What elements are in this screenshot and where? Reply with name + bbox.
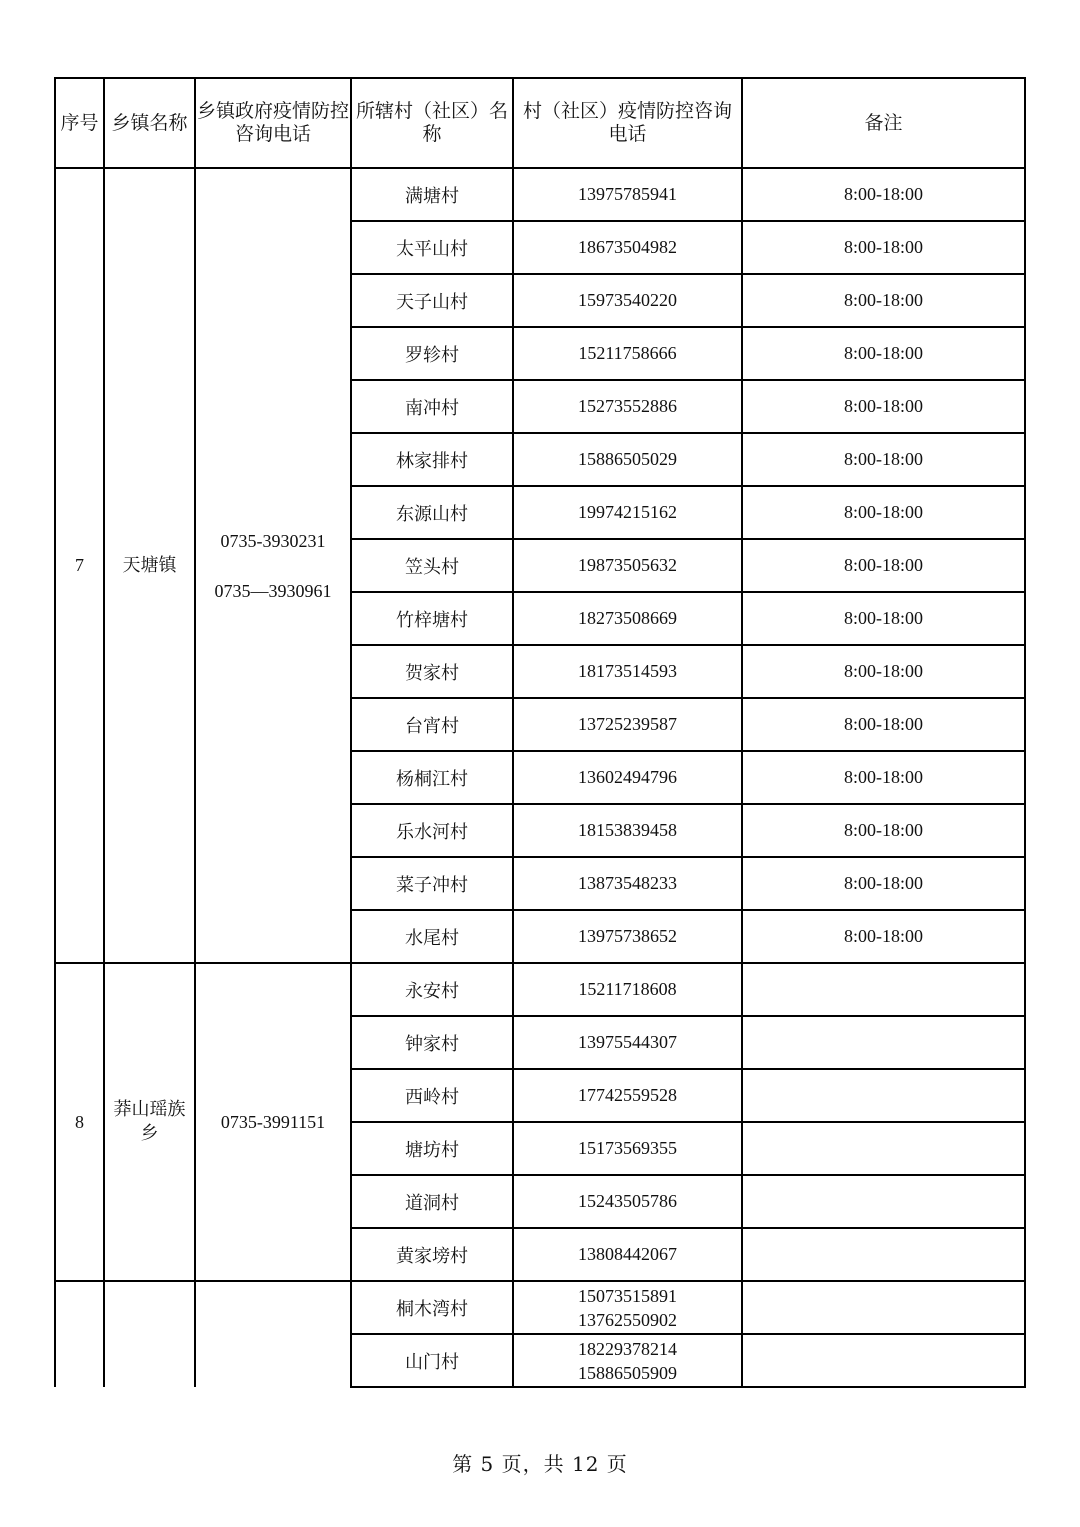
village-phone — [513, 539, 742, 592]
village-phone-number: 15173569355 — [578, 1138, 677, 1158]
village-name: 乐水河村 — [351, 804, 513, 857]
village-name: 竹梓塘村 — [351, 592, 513, 645]
village-phone-number: 17742559528 — [578, 1085, 677, 1105]
village-name: 台宵村 — [351, 698, 513, 751]
village-name: 道洞村 — [351, 1175, 513, 1228]
village-phone-number: 13975785941 — [578, 184, 677, 204]
village-name: 太平山村 — [351, 221, 513, 274]
page-footer: 第 5 页，共 12 页 — [452, 1452, 628, 1476]
village-note — [742, 1281, 1025, 1334]
village-note: 8:00-18:00 — [742, 857, 1025, 910]
table-row — [55, 1281, 1025, 1334]
village-phone-number: 15243505786 — [578, 1191, 677, 1211]
village-note: 8:00-18:00 — [742, 804, 1025, 857]
village-phone — [513, 910, 742, 963]
village-phone-number: 18229378214 — [578, 1338, 677, 1359]
village-note — [742, 1016, 1025, 1069]
village-phone — [513, 221, 742, 274]
village-note: 8:00-18:00 — [742, 168, 1025, 221]
village-phone-number: 15211758666 — [578, 343, 677, 363]
gov-phone: 0735-3991151 — [220, 1112, 326, 1132]
contact-table — [54, 77, 1026, 1388]
village-note: 8:00-18:00 — [742, 910, 1025, 963]
village-name: 贺家村 — [351, 645, 513, 698]
village-phone-number: 18273508669 — [578, 608, 677, 628]
village-phone — [513, 645, 742, 698]
table-row — [55, 963, 1025, 1016]
village-phone — [513, 804, 742, 857]
header-town: 乡镇名称 — [104, 78, 195, 168]
village-note — [742, 1334, 1025, 1387]
village-phone — [513, 1281, 742, 1334]
village-note: 8:00-18:00 — [742, 380, 1025, 433]
village-name: 南冲村 — [351, 380, 513, 433]
village-name: 水尾村 — [351, 910, 513, 963]
group-seq — [55, 1281, 104, 1387]
village-phone-number: 15211718608 — [578, 979, 677, 999]
village-phone-number: 19873505632 — [578, 555, 677, 575]
village-phone-number: 15073515891 — [578, 1285, 677, 1306]
village-phone — [513, 274, 742, 327]
village-phone-number: 13762550902 — [578, 1309, 677, 1330]
village-note: 8:00-18:00 — [742, 698, 1025, 751]
village-name: 罗轸村 — [351, 327, 513, 380]
village-phone — [513, 1016, 742, 1069]
village-phone-number: 13808442067 — [578, 1244, 677, 1264]
group-seq: 7 — [55, 168, 104, 963]
village-note: 8:00-18:00 — [742, 486, 1025, 539]
village-note: 8:00-18:00 — [742, 433, 1025, 486]
village-phone-number: 15273552886 — [578, 396, 677, 416]
village-phone — [513, 1069, 742, 1122]
village-phone-number: 18173514593 — [578, 661, 677, 681]
village-name: 天子山村 — [351, 274, 513, 327]
group-gov-phone — [195, 1281, 351, 1387]
group-gov-phone — [195, 963, 351, 1281]
contact-table-page — [54, 77, 1024, 1388]
village-name: 黄家塝村 — [351, 1228, 513, 1281]
village-phone-number: 19974215162 — [578, 502, 677, 522]
village-name: 笠头村 — [351, 539, 513, 592]
village-phone — [513, 1228, 742, 1281]
village-phone — [513, 698, 742, 751]
header-village: 所辖村（社区）名称 — [351, 78, 513, 168]
village-phone — [513, 168, 742, 221]
header-note: 备注 — [742, 78, 1025, 168]
group-seq: 8 — [55, 963, 104, 1281]
group-town — [104, 1281, 195, 1387]
village-name: 塘坊村 — [351, 1122, 513, 1175]
village-phone — [513, 486, 742, 539]
village-note: 8:00-18:00 — [742, 751, 1025, 804]
village-name: 桐木湾村 — [351, 1281, 513, 1334]
village-note: 8:00-18:00 — [742, 592, 1025, 645]
village-phone-number: 15973540220 — [578, 290, 677, 310]
village-phone — [513, 592, 742, 645]
village-note: 8:00-18:00 — [742, 327, 1025, 380]
village-phone-number: 13975544307 — [578, 1032, 677, 1052]
village-note — [742, 1228, 1025, 1281]
village-note — [742, 1069, 1025, 1122]
village-note: 8:00-18:00 — [742, 645, 1025, 698]
village-note: 8:00-18:00 — [742, 221, 1025, 274]
village-phone — [513, 1122, 742, 1175]
village-name: 永安村 — [351, 963, 513, 1016]
village-note — [742, 963, 1025, 1016]
header-seq: 序号 — [55, 78, 104, 168]
group-gov-phone — [195, 168, 351, 963]
village-phone — [513, 380, 742, 433]
village-phone — [513, 433, 742, 486]
village-phone-number: 13873548233 — [578, 873, 677, 893]
header-village-phone: 村（社区）疫情防控咨询电话 — [513, 78, 742, 168]
village-name: 钟家村 — [351, 1016, 513, 1069]
village-phone — [513, 751, 742, 804]
village-name: 西岭村 — [351, 1069, 513, 1122]
village-phone-number: 13975738652 — [578, 926, 677, 946]
village-note: 8:00-18:00 — [742, 274, 1025, 327]
table-body — [55, 168, 1025, 1387]
village-phone-number: 13602494796 — [578, 767, 677, 787]
gov-phone: 0735-3930231 — [220, 530, 326, 551]
group-town: 莽山瑶族乡 — [104, 963, 195, 1281]
village-phone-number: 13725239587 — [578, 714, 677, 734]
village-name: 杨桐江村 — [351, 751, 513, 804]
village-name: 林家排村 — [351, 433, 513, 486]
village-phone-number: 18673504982 — [578, 237, 677, 257]
village-note — [742, 1122, 1025, 1175]
village-phone-number: 18153839458 — [578, 820, 677, 840]
village-phone — [513, 963, 742, 1016]
village-name: 满塘村 — [351, 168, 513, 221]
village-name: 菜子冲村 — [351, 857, 513, 910]
village-phone — [513, 857, 742, 910]
village-note: 8:00-18:00 — [742, 539, 1025, 592]
header-gov-phone: 乡镇政府疫情防控咨询电话 — [195, 78, 351, 168]
group-town: 天塘镇 — [104, 168, 195, 963]
village-phone — [513, 1175, 742, 1228]
table-row — [55, 168, 1025, 221]
gov-phone: 0735—3930961 — [214, 580, 332, 601]
village-name: 山门村 — [351, 1334, 513, 1387]
village-phone — [513, 327, 742, 380]
village-phone-number: 15886505909 — [578, 1362, 677, 1383]
village-phone-number: 15886505029 — [578, 449, 677, 469]
village-name: 东源山村 — [351, 486, 513, 539]
village-note — [742, 1175, 1025, 1228]
village-phone — [513, 1334, 742, 1387]
header-row — [55, 78, 1025, 168]
